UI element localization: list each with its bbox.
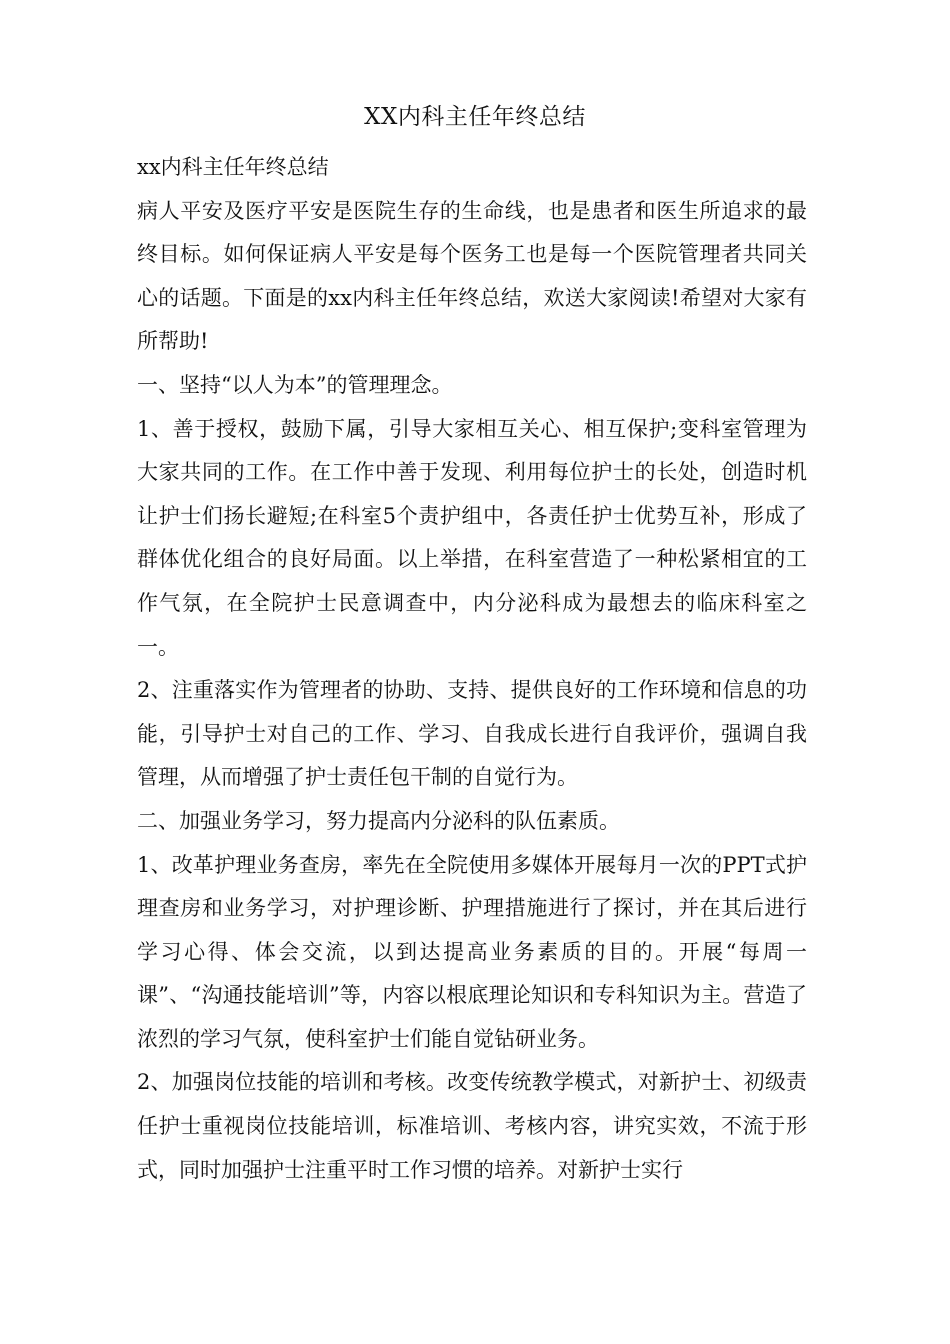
document-subtitle: xx内科主任年终总结 [137,155,329,179]
document-title: XX内科主任年终总结 [364,104,586,130]
paragraph-intro: 病人平安及医疗平安是医院生存的生命线，也是患者和医生所追求的最终目标。如何保证病人平安是每个医务工也是每一个医院管理者共同关心的话题。下面是的xx内科主任年终总结，欢送大家阅读!希望对大家有所帮助! [137,198,807,354]
paragraph-section-1-item-1: 1、善于授权，鼓励下属，引导大家相互关心、相互保护;变科室管理为大家共同的工作。在工作中善于发现、利用每位护士的长处，创造时机让护士们扬长避短;在科室5个责护组中，各责任护士优势互补，形成了群体优化组合的良好局面。以上举措，在科室营造了一种松紧相宜的工作气氛，在全院护士民意调查中，内分泌科成为最想去的临床科室之一。 [137,416,807,659]
paragraph-section-2-item-2: 2、加强岗位技能的培训和考核。改变传统教学模式，对新护士、初级责任护士重视岗位技能培训，标准培训、考核内容，讲究实效，不流于形式，同时加强护士注重平时工作习惯的培养。对新护士实行 [137,1070,807,1182]
section-heading-2: 二、加强业务学习，努力提高内分泌科的队伍素质。 [137,808,620,833]
document-body [137,146,807,1192]
paragraph-section-1-item-2: 2、注重落实作为管理者的协助、支持、提供良好的工作环境和信息的功能，引导护士对自己的工作、学习、自我成长进行自我评价，强调自我管理，从而增强了护士责任包干制的自觉行为。 [137,678,807,790]
section-heading-1: 一、坚持“以人为本”的管理理念。 [137,372,453,397]
paragraph-section-2-item-1: 1、改革护理业务查房，率先在全院使用多媒体开展每月一次的PPT式护理查房和业务学习，对护理诊断、护理措施进行了探讨，并在其后进行学习心得、体会交流，以到达提高业务素质的目的。开展“每周一课”、“沟通技能培训”等，内容以根底理论知识和专科知识为主。营造了浓烈的学习气氛，使科室护士们能自觉钻研业务。 [137,852,807,1051]
